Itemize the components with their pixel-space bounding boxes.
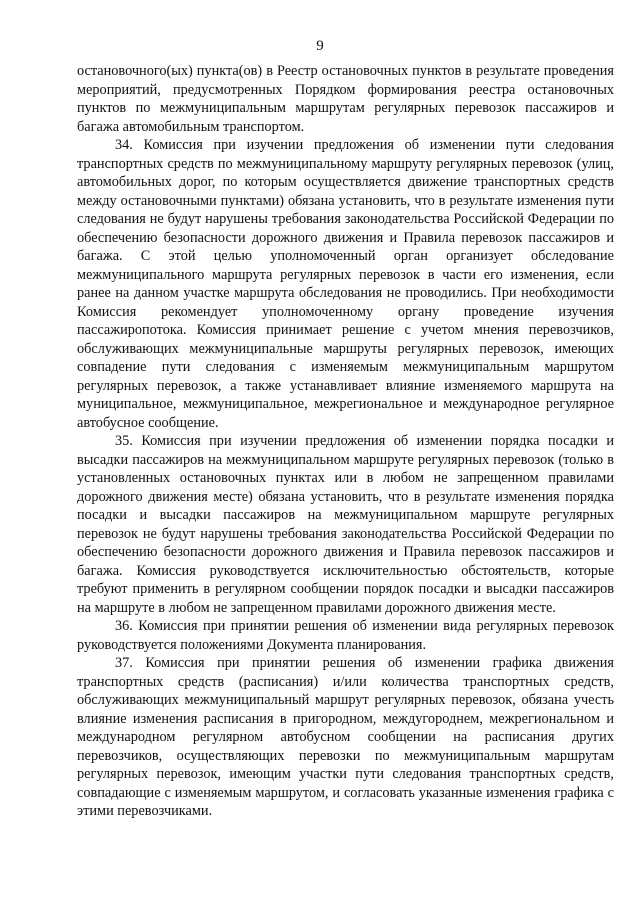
paragraph-continued: остановочного(ых) пункта(ов) в Реестр остановочных пунктов в результате проведения мероприятий, предусмотренных Порядком формирования реестра остановочных пунктов по межмуниципальным маршрутам регулярных перевозок пассажиров и багажа автомобильным транспортом. (77, 63, 614, 135)
document-body (77, 62, 614, 821)
paragraph-37: 37. Комиссия при принятии решения об изменении графика движения транспортных средств (расписания) и/или количества транспортных средств, обслуживающих межмуниципальный маршрут регулярных перевозок, обязана учесть влияние изменения расписания в пригородном, междугороднем, межрегиональном и международном регулярном автобусном сообщении на расписания других перевозчиков, осуществляющих перевозки по межмуниципальным маршрутам регулярных перевозок, имеющим участки пути следования транспортных средств, совпадающие с изменяемым маршрутом, и согласовать указанные изменения графика с этими перевозчиками. (77, 655, 614, 819)
paragraph-36: 36. Комиссия при принятии решения об изменении вида регулярных перевозок руководствуется положениями Документа планирования. (77, 618, 614, 653)
page-number: 9 (316, 38, 324, 54)
paragraph-35: 35. Комиссия при изучении предложения об изменении порядка посадки и высадки пассажиров на межмуниципальном маршруте регулярных перевозок (только в установленных остановочных пунктах или в любом не запрещенном правилами дорожного движения месте) обязана установить, что в результате изменения порядка посадки и высадки пассажиров на межмуниципальном маршруте регулярных перевозок не будут нарушены требования законодательства Российской Федерации по обеспечению безопасности дорожного движения и Правила перевозок пассажиров и багажа. Комиссия руководствуется исключительностью обстоятельств, которые требуют применить в регулярном сообщении порядок посадки и высадки пассажиров на маршруте в любом не запрещенном правилами дорожного движения месте. (77, 433, 614, 616)
paragraph-34: 34. Комиссия при изучении предложения об изменении пути следования транспортных средств по межмуниципальному маршруту регулярных перевозок (улиц, автомобильных дорог, по которым осуществляется движение транспортных средств между остановочными пунктами) обязана установить, что в результате изменения пути следования не будут нарушены требования законодательства Российской Федерации по обеспечению безопасности дорожного движения и Правила перевозок пассажиров и багажа. С этой целью уполномоченный орган организует обследование межмуниципального маршрута регулярных перевозок в части его изменения, если ранее на данном участке маршрута обследования не проводились. При необходимости Комиссия рекомендует уполномоченному органу проведение изучения пассажиропотока. Комиссия принимает решение с учетом мнения перевозчиков, обслуживающих межмуниципальные маршруты регулярных перевозок, имеющих совпадение пути следования с изменяемым межмуниципальным маршрутом регулярных перевозок, а также устанавливает влияние изменяемого маршрута на муниципальное, межмуниципальное, межрегиональное и международное регулярное автобусное сообщение. (77, 137, 614, 431)
